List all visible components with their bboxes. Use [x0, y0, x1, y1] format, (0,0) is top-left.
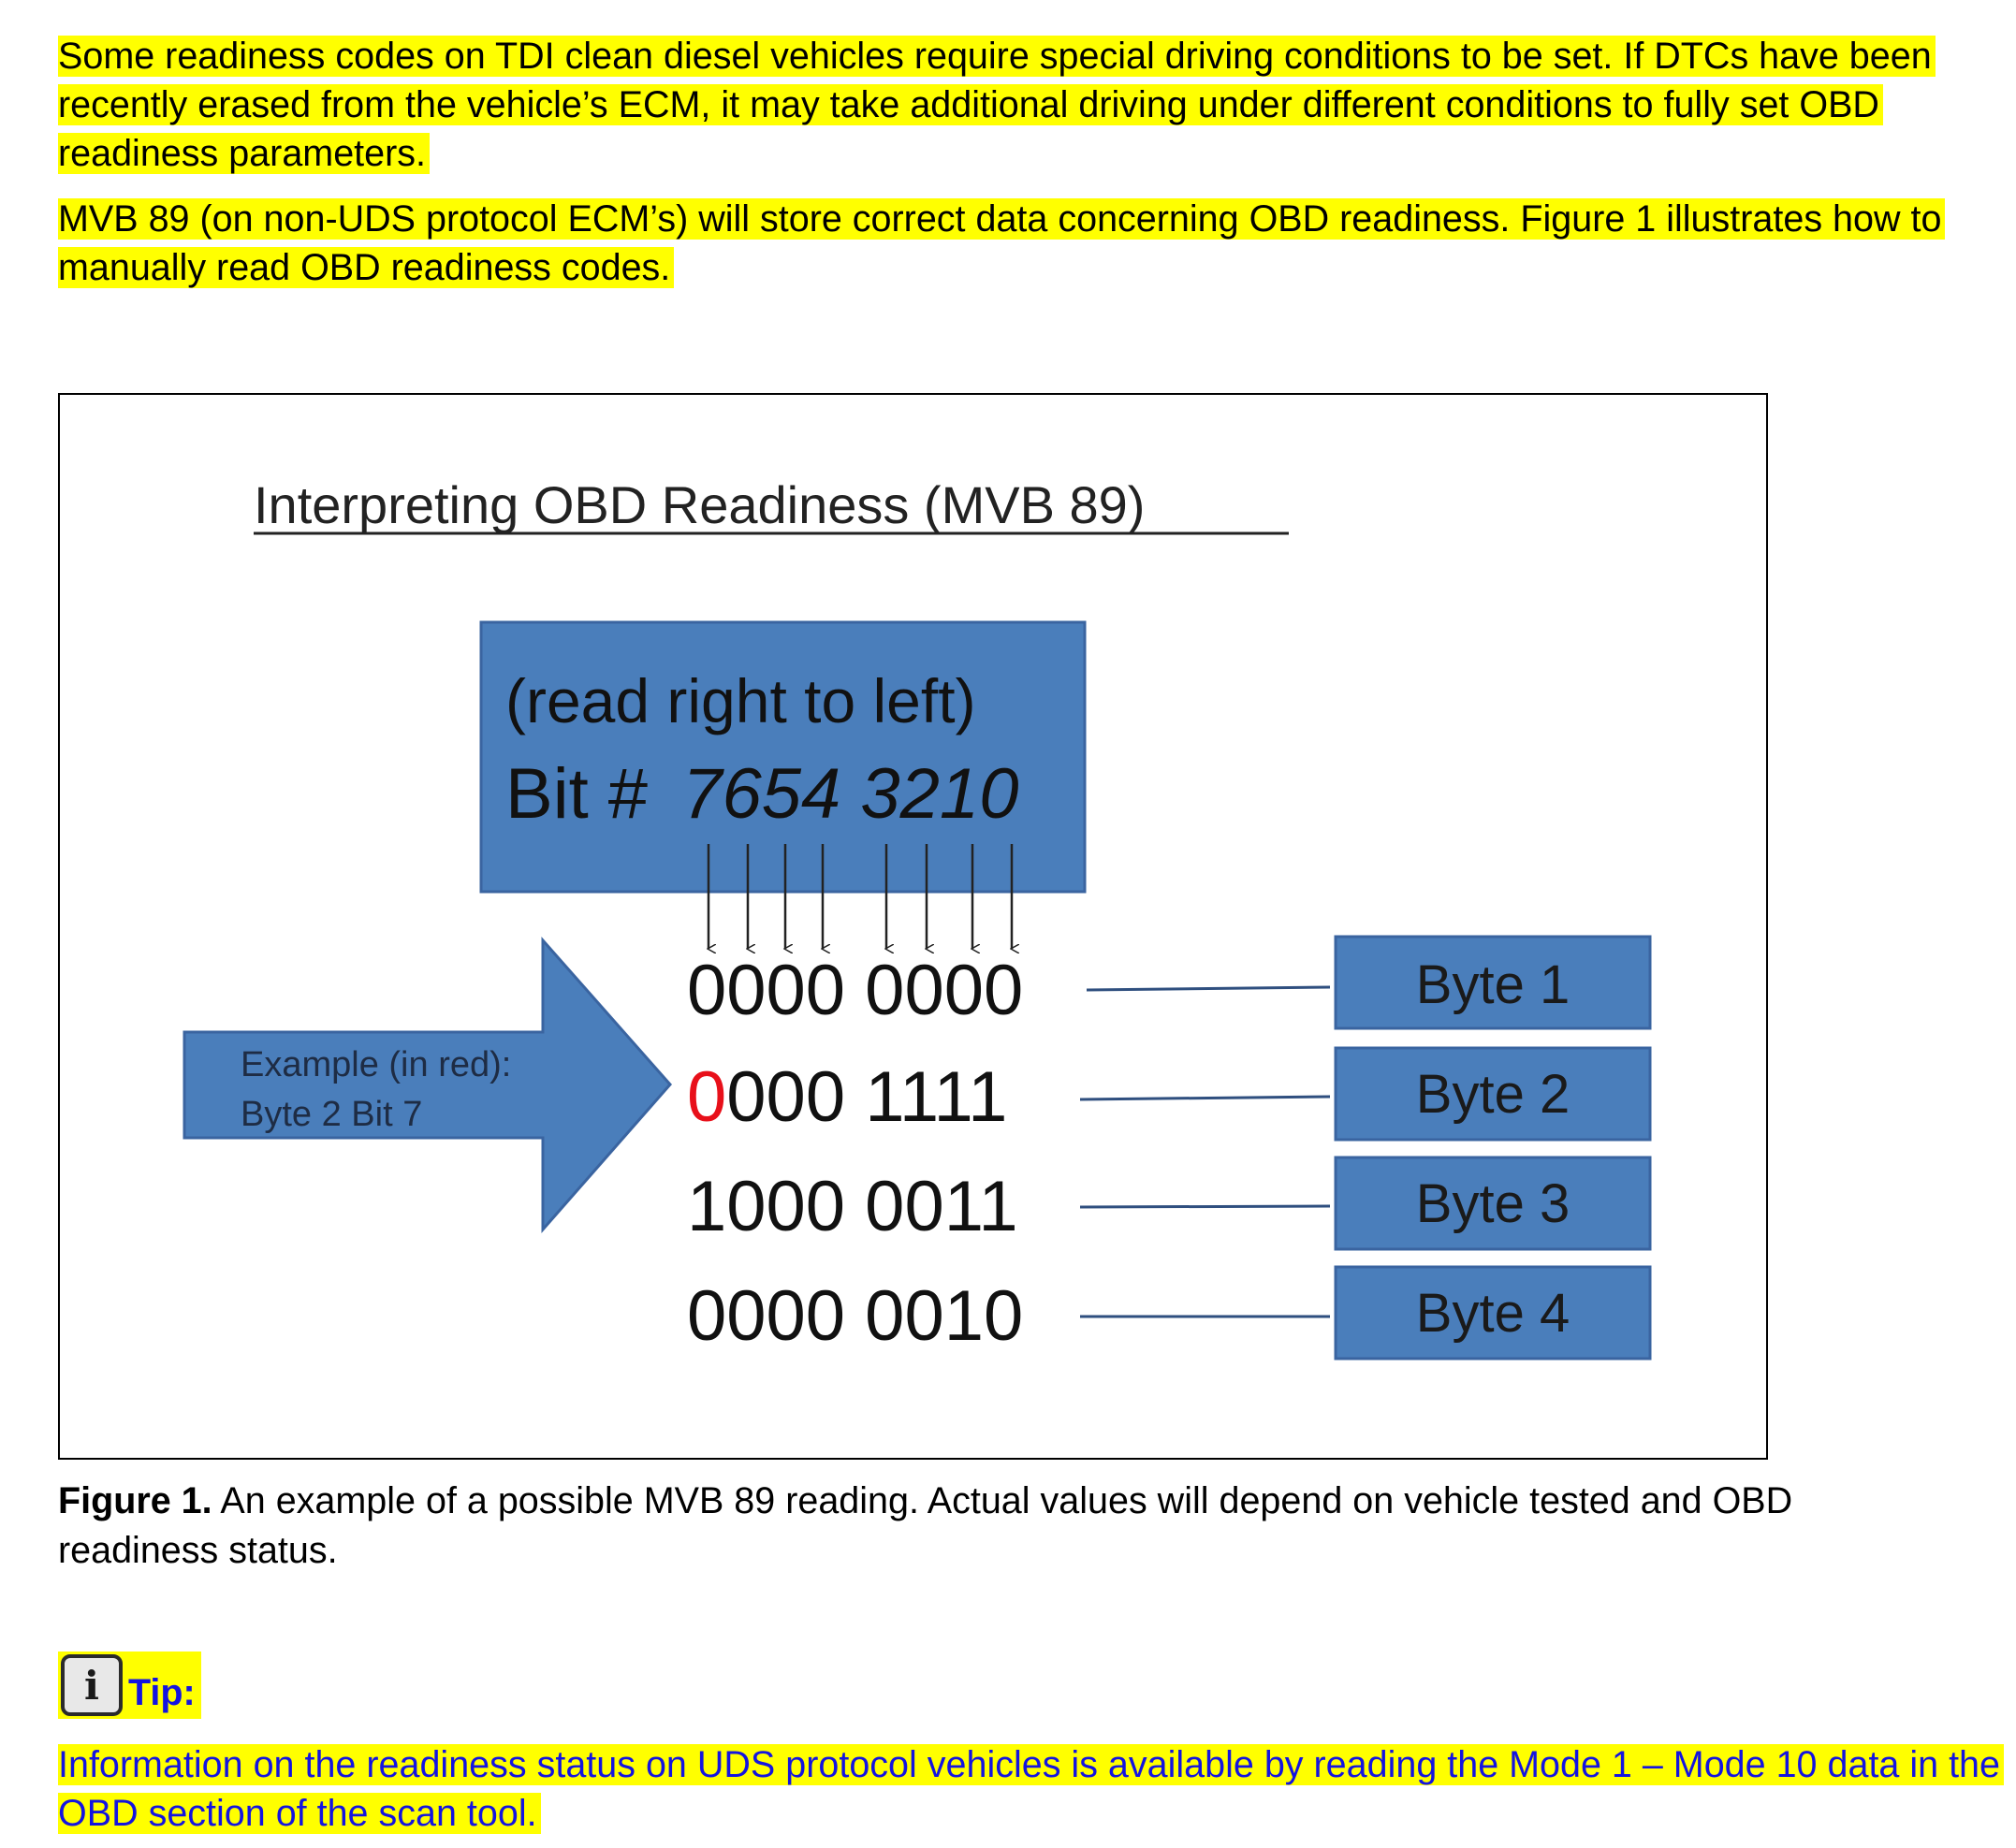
readbox-prefix: Bit # [505, 754, 649, 834]
tip-paragraph: Information on the readiness status on UDS protocol vehicles is available by reading the Mode 1 – Mode 10 data in the OBD section of the scan tool. [58, 1740, 2005, 1838]
readbox-line2 [505, 754, 1018, 834]
byte-row-3-value: 1000 0011 [687, 1167, 1018, 1246]
caption-text: An example of a possible MVB 89 reading. Actual values will depend on vehicle tested and OBD readiness status. [58, 1480, 1793, 1571]
connector-lines [1080, 987, 1330, 1317]
readbox-bits: 7654 3210 [682, 754, 1019, 834]
byte-1-label: Byte 1 [1415, 954, 1570, 1015]
example-arrow [184, 940, 670, 1230]
byte-row-1-value: 0000 0000 [687, 951, 1024, 1030]
byte-labels [1336, 937, 1650, 1359]
byte-row-2-value: 0000 1111 [687, 1057, 1008, 1137]
figure-diagram [60, 395, 1766, 1458]
caption-label: Figure 1. [58, 1480, 212, 1521]
connector-line [1087, 987, 1330, 990]
byte-4-label: Byte 4 [1415, 1283, 1570, 1344]
byte-rows [687, 951, 1023, 1356]
tip-label: Tip: [128, 1672, 196, 1713]
example-line2: Byte 2 Bit 7 [241, 1095, 423, 1134]
figure-title: Interpreting OBD Readiness (MVB 89) [254, 475, 1146, 534]
example-line1: Example (in red): [241, 1045, 512, 1084]
connector-line [1080, 1097, 1330, 1099]
connector-line [1080, 1206, 1330, 1207]
tip-header [58, 1652, 201, 1719]
info-icon: i [61, 1654, 123, 1716]
figure-caption [58, 1477, 1930, 1576]
mvb-paragraph: MVB 89 (on non-UDS protocol ECM’s) will store correct data concerning OBD readiness. Figure 1 illustrates how to manually read OBD readiness codes. [58, 195, 2005, 292]
byte-2-label: Byte 2 [1415, 1064, 1570, 1125]
readbox-line1: (read right to left) [505, 666, 976, 735]
intro-paragraph: Some readiness codes on TDI clean diesel vehicles require special driving conditions to be set. If DTCs have been recently erased from the vehicle’s ECM, it may take additional driving under different conditions to fully set OBD readiness parameters. [58, 32, 2005, 178]
byte-row-4-value: 0000 0010 [687, 1276, 1024, 1356]
figure-1 [58, 393, 1768, 1460]
byte-3-label: Byte 3 [1415, 1173, 1570, 1234]
